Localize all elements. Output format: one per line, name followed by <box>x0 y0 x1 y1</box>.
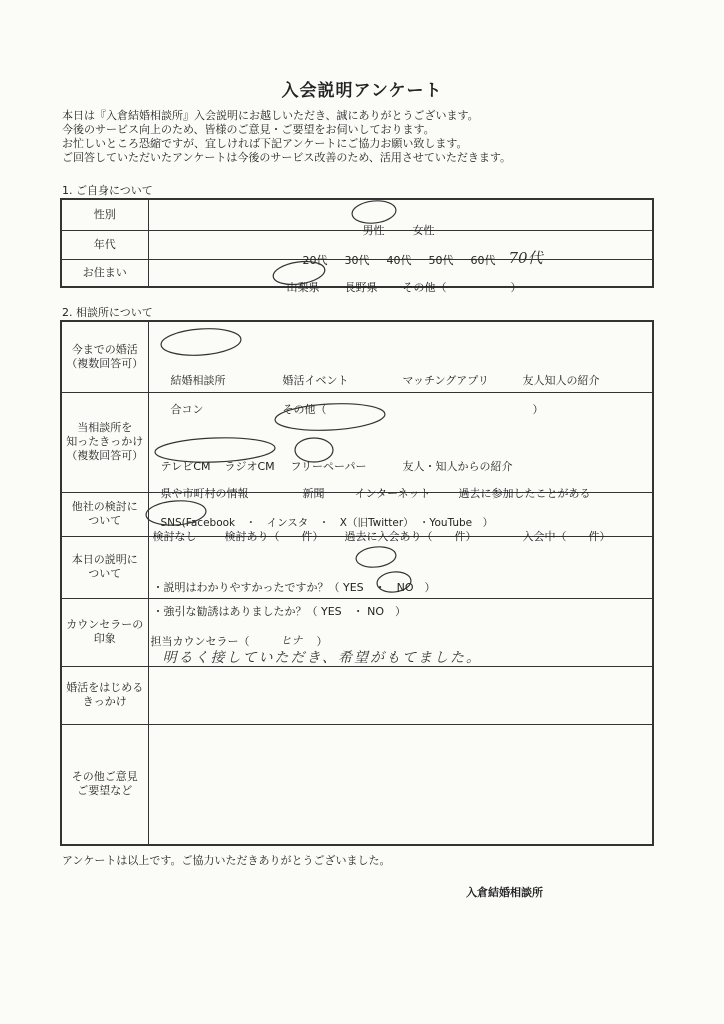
konkatsu-row <box>61 321 653 392</box>
explanation-label-line: 本日の説明に <box>71 553 138 566</box>
age-option-30s[interactable]: 30代 <box>344 253 370 267</box>
others-option-none[interactable]: 検討なし <box>152 530 197 543</box>
requests-label <box>61 724 148 845</box>
requests-label-line: その他ご意見 <box>71 770 138 784</box>
trigger-option-freepaper[interactable]: フリーペーパー <box>290 460 367 473</box>
trigger-option-past[interactable]: 過去に参加したことがある <box>458 487 591 500</box>
gender-row <box>61 199 653 230</box>
age-option-40s[interactable]: 40代 <box>386 253 412 267</box>
age-row <box>61 230 653 259</box>
gender-option-female[interactable]: 女性 <box>412 223 435 237</box>
explanation-row <box>61 536 653 598</box>
trigger-option-newspaper[interactable]: 新聞 <box>302 487 325 500</box>
explanation-label-line: ついて <box>88 567 122 580</box>
residence-label: お住まい <box>61 259 148 287</box>
counselor-comment-handwritten: 明るく接していただき、希望がもてました。 <box>162 650 482 666</box>
konkatsu-option-event[interactable]: 婚活イベント <box>282 373 349 387</box>
requests-row <box>61 724 653 845</box>
counselor-name-close: ） <box>316 635 328 648</box>
age-handwritten-answer: 70代 <box>508 248 543 267</box>
trigger-option-radio[interactable]: ラジオCM <box>224 460 275 473</box>
age-option-60s[interactable]: 60代 <box>470 253 496 267</box>
others-option-current[interactable]: 入会中（ 件） <box>522 530 611 543</box>
residence-option-yamanashi[interactable]: 山梨県 <box>286 280 320 294</box>
section1-title: 1. ご自身について <box>62 184 153 197</box>
age-label: 年代 <box>61 230 148 259</box>
trigger-option-sns[interactable]: SNS(Facebook ・ インスタ ・ X（旧Twitter） ・YouTube ） <box>160 517 494 529</box>
trigger-option-tv[interactable]: テレビCM <box>160 460 211 473</box>
konkatsu-option-app[interactable]: マッチングアプリ <box>402 373 489 387</box>
start-label-line: きっかけ <box>82 695 127 708</box>
trigger-label-line: （複数回答可） <box>66 449 144 462</box>
konkatsu-option-other[interactable]: その他（ <box>282 402 327 416</box>
trigger-option-friend[interactable]: 友人・知人からの紹介 <box>402 460 513 473</box>
trigger-option-prefecture[interactable]: 県や市町村の情報 <box>160 487 249 500</box>
konkatsu-option-agency[interactable]: 結婚相談所 <box>170 373 226 387</box>
explanation-question-pushy[interactable]: ・強引な勧誘はありましたか？（ YES ・ NO ） <box>152 605 407 618</box>
intro-text <box>62 109 511 165</box>
trigger-label <box>61 392 148 492</box>
form-title: 入会説明アンケート <box>281 81 443 101</box>
gender-label: 性別 <box>61 199 148 230</box>
intro-line: 本日は『入倉結婚相談所』入会説明にお越しいただき、誠にありがとうございます。 <box>62 109 479 122</box>
section1-table <box>60 198 654 294</box>
residence-option-nagano[interactable]: 長野県 <box>344 280 378 294</box>
intro-line: 今後のサービス向上のため、皆様のご意見・ご要望をお伺いしております。 <box>62 123 435 136</box>
others-label <box>61 492 148 536</box>
konkatsu-label-line: （複数回答可） <box>66 356 144 370</box>
age-option-50s[interactable]: 50代 <box>428 253 454 267</box>
gender-option-male[interactable]: 男性 <box>362 223 385 237</box>
others-label-line: 他社の検討に <box>71 500 138 513</box>
section2-title: 2. 相談所について <box>62 306 153 319</box>
requests-label-line: ご要望など <box>77 784 133 798</box>
counselor-label-line: 印象 <box>93 632 116 645</box>
explanation-label <box>61 536 148 598</box>
trigger-option-internet[interactable]: インターネット <box>354 487 431 500</box>
konkatsu-label-line: 今までの婚活 <box>71 342 138 356</box>
footer-text: アンケートは以上です。ご協力いただきありがとうございました。 <box>62 854 391 867</box>
start-answer-cell[interactable] <box>148 666 653 724</box>
intro-line: ご回答していただいたアンケートは今後のサービス改善のため、活用させていただきます。 <box>62 151 512 164</box>
others-option-past-joined[interactable]: 過去に入会あり（ 件） <box>344 530 477 543</box>
residence-other-close: ） <box>510 280 522 294</box>
konkatsu-option-goukon[interactable]: 合コン <box>170 402 204 416</box>
explanation-question-clear[interactable]: ・説明はわかりやすかったですか？（ YES ・ NO ） <box>152 581 436 594</box>
section2-table <box>60 320 654 846</box>
start-label <box>61 666 148 724</box>
trigger-label-line: 知ったきっかけ <box>66 435 144 448</box>
konkatsu-label <box>61 321 148 392</box>
counselor-label-line: カウンセラーの <box>66 618 144 631</box>
others-option-considering[interactable]: 検討あり（ 件） <box>224 530 324 543</box>
requests-answer-cell[interactable] <box>148 724 653 845</box>
trigger-label-line: 当相談所を <box>77 421 133 434</box>
start-row <box>61 666 653 724</box>
counselor-label <box>61 598 148 666</box>
others-label-line: ついて <box>88 514 122 527</box>
counselor-name-label: 担当カウンセラー（ <box>150 635 261 648</box>
konkatsu-option-friend[interactable]: 友人知人の紹介 <box>522 373 600 387</box>
age-option-20s[interactable]: 20代 <box>302 253 328 267</box>
residence-option-other[interactable]: その他（ <box>402 280 447 294</box>
intro-line: お忙しいところ恐縮ですが、宜しければ下記アンケートにご協力お願い致します。 <box>62 137 468 150</box>
trigger-row <box>61 392 653 492</box>
start-label-line: 婚活をはじめる <box>66 681 144 694</box>
konkatsu-other-close: ） <box>532 402 544 416</box>
company-name: 入倉結婚相談所 <box>466 886 543 899</box>
counselor-name-handwritten: ヒナ <box>280 634 303 647</box>
